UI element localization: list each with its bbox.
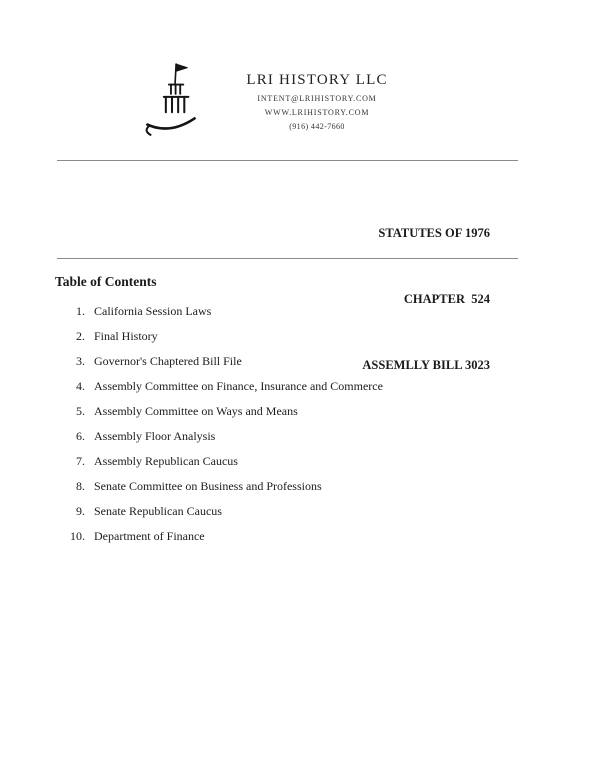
- toc-item: [55, 379, 535, 404]
- toc-item-label: Assembly Republican Caucus: [94, 454, 238, 468]
- toc-item-label: Final History: [94, 329, 158, 343]
- toc-list: [55, 304, 535, 554]
- assembly-bill-line: ASSEMLLY BILL 3023: [362, 358, 490, 372]
- toc-item: [55, 529, 535, 554]
- toc-item: [55, 454, 535, 479]
- company-email: INTENT@LRIHISTORY.COM: [257, 94, 377, 103]
- toc-item-label: Assembly Floor Analysis: [94, 429, 216, 443]
- toc-item-label: Department of Finance: [94, 529, 205, 543]
- toc-item-label: Assembly Committee on Finance, Insurance and Commerce: [94, 379, 383, 393]
- toc-item-number: 6.: [76, 429, 85, 443]
- toc-item-number: 7.: [76, 454, 85, 468]
- toc-item-label: Assembly Committee on Ways and Means: [94, 404, 298, 418]
- toc-item-number: 1.: [76, 304, 85, 318]
- toc-item-number: 3.: [76, 354, 85, 368]
- toc-item-number: 2.: [76, 329, 85, 343]
- toc-item-number: 4.: [76, 379, 85, 393]
- toc-item: [55, 504, 535, 529]
- toc-item-label: Senate Republican Caucus: [94, 504, 222, 518]
- company-website: WWW.LRIHISTORY.COM: [264, 108, 370, 117]
- toc-item: [55, 479, 535, 504]
- toc-item-number: 5.: [76, 404, 85, 418]
- company-phone: (916) 442-7660: [289, 122, 345, 131]
- company-block: [222, 60, 412, 131]
- horizontal-rule-top: [57, 160, 518, 161]
- chapter-line: CHAPTER 524: [403, 292, 490, 306]
- toc-item: [55, 429, 535, 454]
- toc-item: [55, 304, 535, 329]
- toc-item: [55, 404, 535, 429]
- letterhead: [140, 60, 412, 142]
- toc-item-number: 9.: [76, 504, 85, 518]
- toc-item-number: 8.: [76, 479, 85, 493]
- company-logo-icon: [140, 60, 204, 142]
- toc-item-label: Governor's Chaptered Bill File: [94, 354, 242, 368]
- toc-item: [55, 354, 535, 379]
- toc-title: Table of Contents: [55, 274, 157, 289]
- statutes-line: STATUTES OF 1976: [378, 226, 490, 240]
- toc-item: [55, 329, 535, 354]
- company-name: LRI HISTORY LLC: [246, 72, 388, 88]
- toc-item-label: Senate Committee on Business and Professions: [94, 479, 322, 493]
- toc-item-label: California Session Laws: [94, 304, 212, 318]
- toc-item-number: 10.: [70, 529, 85, 543]
